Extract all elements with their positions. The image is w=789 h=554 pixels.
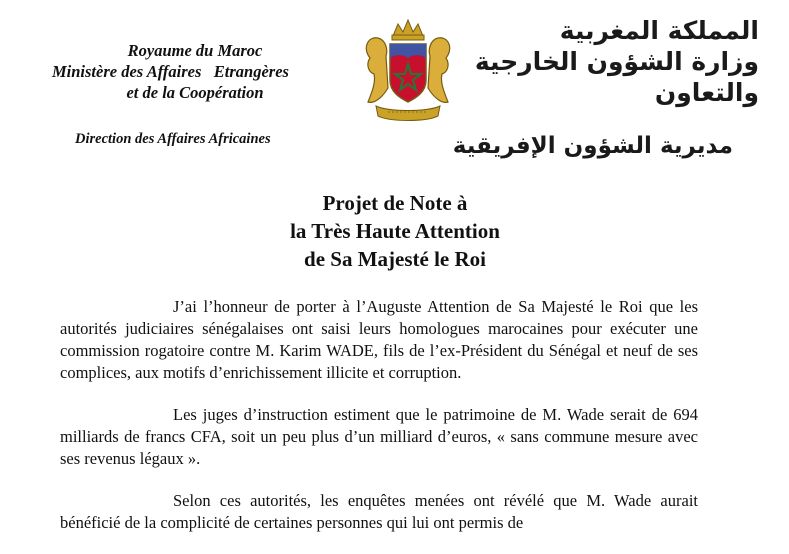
arabic-direction-name: مديرية الشؤون الإفريقية	[452, 133, 733, 159]
paragraph-2: Les juges d’instruction estiment que le patrimoine de M. Wade serait de 694 milliards de francs CFA, soit un peu plus d’un milliard d’euros, « sans commune mesure avec ses revenus légaux ».	[60, 405, 698, 468]
arabic-kingdom-name: المملكة المغربية	[559, 16, 759, 45]
kingdom-name: Royaume du Maroc	[127, 41, 263, 60]
title-line-2: la Très Haute Attention	[290, 219, 500, 243]
paragraph-1: J’ai l’honneur de porter à l’Auguste Attention de Sa Majesté le Roi que les autorités judiciaires sénégalaises ont saisi leurs homologues marocaines pour exécuter une commission rogatoire contre M. Karim WADE, fils de l’ex-Président du Sénégal et neuf de ses complices, aux motifs d’enrichissement illicite et corruption.	[60, 297, 698, 382]
arabic-ministry-name-cont: والتعاون	[654, 78, 759, 107]
ministry-name-cont: et de la Coopération	[126, 83, 264, 102]
ministry-name: Ministère des Affaires Etrangères	[52, 62, 289, 81]
note-body	[60, 296, 698, 554]
title-line-3: de Sa Majesté le Roi	[304, 247, 486, 271]
paragraph-3: Selon ces autorités, les enquêtes menées ont révélé que M. Wade aurait bénéficié de la complicité de certaines personnes qui lui ont permis de	[60, 491, 698, 532]
arabic-ministry-name: وزارة الشؤون الخارجية	[474, 47, 759, 76]
direction-name: Direction des Affaires Africaines	[75, 131, 271, 147]
moroccan-coat-of-arms-icon	[358, 18, 458, 126]
note-title	[195, 189, 595, 273]
title-line-1: Projet de Note à	[322, 191, 468, 215]
arabic-ministry-header	[469, 15, 759, 108]
ministry-header	[40, 40, 350, 103]
